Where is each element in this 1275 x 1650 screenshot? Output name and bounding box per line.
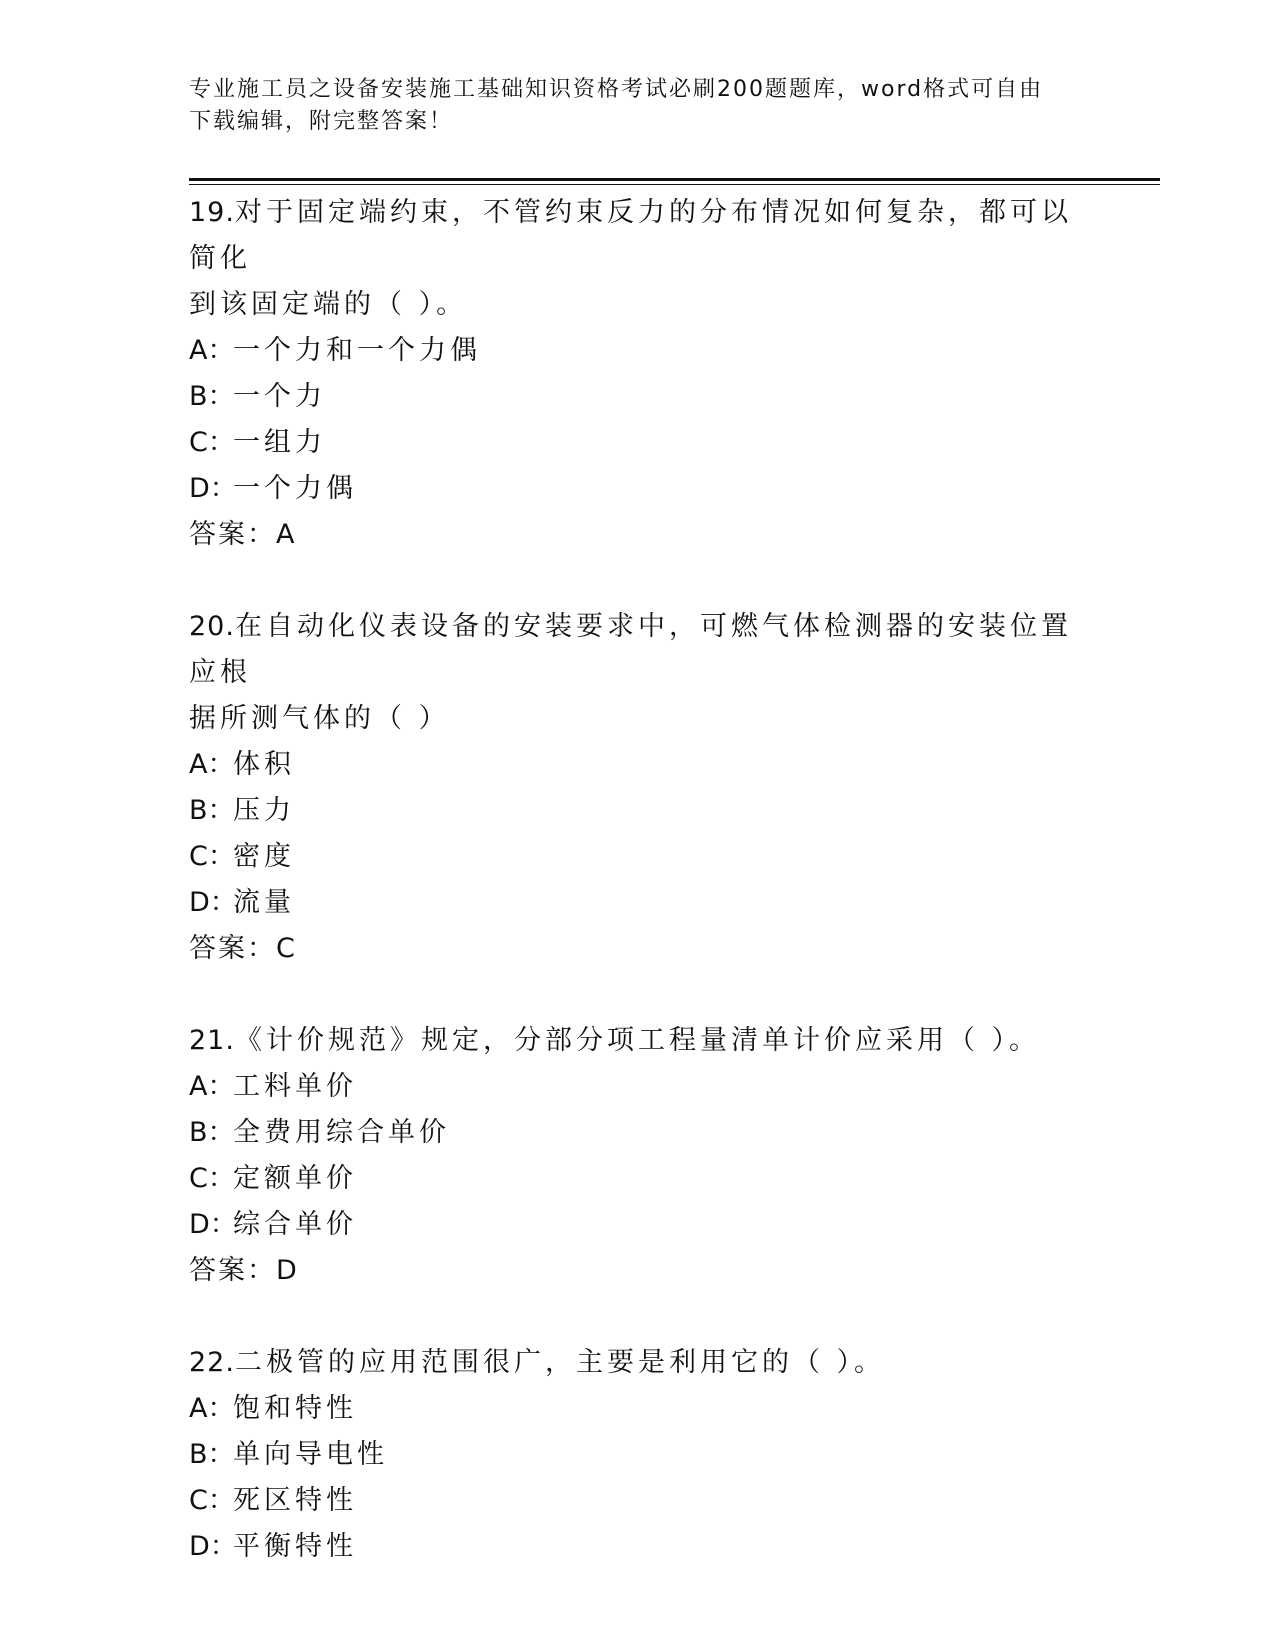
question-number: 20. [189, 611, 235, 642]
question-21 [189, 1018, 1089, 1294]
option-key: C： [189, 841, 235, 872]
option-b [189, 1110, 1089, 1156]
option-key: A： [189, 335, 235, 366]
question-text: 《计价规范》规定，分部分项工程量清单计价应采用（ ）。 [234, 1025, 1041, 1056]
option-a [189, 1386, 1089, 1432]
option-key: B： [189, 1117, 235, 1148]
question-list [189, 190, 1089, 1616]
option-text: 一个力 [233, 381, 326, 412]
option-b [189, 1432, 1089, 1478]
option-d [189, 880, 1089, 926]
option-d [189, 1524, 1089, 1570]
option-key: B： [189, 1439, 235, 1470]
option-a [189, 742, 1089, 788]
option-key: C： [189, 427, 235, 458]
option-key: C： [189, 1485, 235, 1516]
question-20 [189, 604, 1089, 972]
option-text: 综合单价 [233, 1209, 357, 1240]
answer-text: 答案：C [189, 933, 297, 964]
answer-text: 答案：D [189, 1255, 299, 1286]
option-text: 饱和特性 [233, 1393, 357, 1424]
option-d [189, 1202, 1089, 1248]
header-divider-thick [189, 178, 1160, 181]
option-b [189, 374, 1089, 420]
option-text: 体积 [233, 749, 295, 780]
question-19 [189, 190, 1089, 558]
question-text: 二极管的应用范围很广，主要是利用它的（ ）。 [234, 1347, 886, 1378]
option-c [189, 1478, 1089, 1524]
question-number: 22. [189, 1347, 235, 1378]
header-line-2: 下载编辑，附完整答案！ [189, 109, 454, 134]
option-key: B： [189, 381, 235, 412]
option-text: 一个力偶 [233, 473, 357, 504]
option-text: 单向导电性 [233, 1439, 388, 1470]
option-c [189, 1156, 1089, 1202]
question-22 [189, 1340, 1089, 1570]
option-key: A： [189, 1071, 235, 1102]
option-d [189, 466, 1089, 512]
option-a [189, 328, 1089, 374]
question-text: 对于固定端约束，不管约束反力的分布情况如何复杂，都可以简化 [189, 197, 1072, 274]
option-a [189, 1064, 1089, 1110]
option-text: 平衡特性 [233, 1531, 357, 1562]
option-text: 一组力 [233, 427, 326, 458]
option-text: 密度 [233, 841, 295, 872]
header-divider-thin [189, 184, 1160, 185]
option-key: C： [189, 1163, 235, 1194]
option-c [189, 420, 1089, 466]
option-text: 压力 [233, 795, 295, 826]
question-stem-line [189, 1340, 1089, 1386]
question-stem-line: 到该固定端的（ ）。 [189, 289, 468, 320]
option-text: 流量 [233, 887, 295, 918]
question-stem-line [189, 604, 1089, 696]
option-text: 一个力和一个力偶 [233, 335, 481, 366]
option-key: D： [189, 473, 237, 504]
option-text: 工料单价 [233, 1071, 357, 1102]
question-stem-line [189, 1018, 1089, 1064]
question-text: 在自动化仪表设备的安装要求中，可燃气体检测器的安装位置应根 [189, 611, 1072, 688]
header-line-1: 专业施工员之设备安装施工基础知识资格考试必刷200题题库，word格式可自由 [189, 77, 1044, 102]
question-stem-line [189, 190, 1089, 282]
option-b [189, 788, 1089, 834]
question-stem-line: 据所测气体的（ ） [189, 703, 450, 734]
option-key: A： [189, 749, 235, 780]
option-key: A： [189, 1393, 235, 1424]
option-text: 定额单价 [233, 1163, 357, 1194]
option-text: 全费用综合单价 [233, 1117, 450, 1148]
question-number: 19. [189, 197, 235, 228]
option-key: B： [189, 795, 235, 826]
answer-text: 答案：A [189, 519, 297, 550]
option-c [189, 834, 1089, 880]
option-key: D： [189, 1531, 237, 1562]
question-number: 21. [189, 1025, 235, 1056]
option-key: D： [189, 1209, 237, 1240]
document-header [189, 74, 1089, 138]
option-text: 死区特性 [233, 1485, 357, 1516]
option-key: D： [189, 887, 237, 918]
